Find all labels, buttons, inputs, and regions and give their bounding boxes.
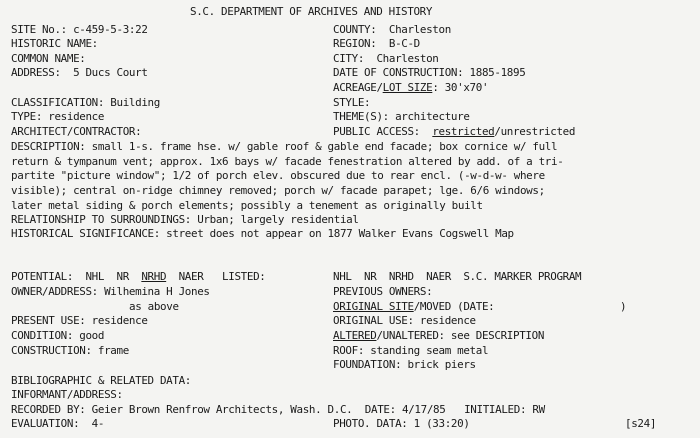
original-site-label: ORIGINAL SITE (333, 300, 414, 313)
moved-date-close: ) (620, 300, 627, 313)
condition: CONDITION: good (11, 329, 105, 342)
altered-unaltered: ALTERED/UNALTERED: see DESCRIPTION (333, 329, 545, 342)
description-line: DESCRIPTION: small 1-s. frame hse. w/ gable roof & gable end facade; box cornice w/ full (11, 140, 558, 153)
bibliographic-data: BIBLIOGRAPHIC & RELATED DATA: (11, 374, 191, 387)
style: STYLE: (333, 96, 371, 109)
roof: ROOF: standing seam metal (333, 344, 489, 357)
informant-address: INFORMANT/ADDRESS: (11, 388, 123, 401)
owner-address: OWNER/ADDRESS: Wilhemina H Jones (11, 285, 210, 298)
county: COUNTY: Charleston (333, 23, 451, 36)
restricted-label: restricted (432, 125, 495, 138)
city: CITY: Charleston (333, 52, 439, 65)
description-line: return & tympanum vent; approx. 1x6 bays w/ facade fenestration altered by add. of a tri- (11, 155, 564, 168)
potential: POTENTIAL: NHL NR NRHD NAER LISTED: (11, 270, 266, 283)
site-number: SITE No.: c-459-5-3:22 (11, 23, 148, 36)
form-header: S.C. DEPARTMENT OF ARCHIVES AND HISTORY (190, 5, 433, 18)
nrhd-label: NRHD (141, 270, 167, 283)
evaluation: EVALUATION: 4- (11, 417, 105, 430)
description-line: later metal siding & porch elements; possibly a tenement as originally built (11, 199, 483, 212)
listed-programs: NHL NR NRHD NAER S.C. MARKER PROGRAM (333, 270, 582, 283)
themes: THEME(S): architecture (333, 110, 470, 123)
public-access: PUBLIC ACCESS: restricted/unrestricted (333, 125, 576, 138)
sheet-reference: [s24] (625, 417, 657, 430)
previous-owners: PREVIOUS OWNERS: (333, 285, 433, 298)
address: ADDRESS: 5 Ducs Court (11, 66, 148, 79)
altered-label: ALTERED (333, 329, 377, 342)
owner-address-continued: as above (129, 300, 179, 313)
relationship-to-surroundings: RELATIONSHIP TO SURROUNDINGS: Urban; largely residential (11, 213, 359, 226)
description-line: visible); central on-ridge chimney removed; porch w/ facade parapet; lge. 6/6 windows; (11, 184, 545, 197)
original-use: ORIGINAL USE: residence (333, 314, 476, 327)
classification: CLASSIFICATION: Building (11, 96, 160, 109)
architect-contractor: ARCHITECT/CONTRACTOR: (11, 125, 142, 138)
foundation: FOUNDATION: brick piers (333, 358, 476, 371)
historic-name: HISTORIC NAME: (11, 37, 98, 50)
historical-significance: HISTORICAL SIGNIFICANCE: street does not appear on 1877 Walker Evans Cogswell Map (11, 227, 514, 240)
region: REGION: B-C-D (333, 37, 420, 50)
present-use: PRESENT USE: residence (11, 314, 148, 327)
date-of-construction: DATE OF CONSTRUCTION: 1885-1895 (333, 66, 526, 79)
common-name: COMMON NAME: (11, 52, 86, 65)
original-site-moved: ORIGINAL SITE/MOVED (DATE: (333, 300, 495, 313)
type: TYPE: residence (11, 110, 105, 123)
photo-data: PHOTO. DATA: 1 (33:20) (333, 417, 470, 430)
acreage-lot-size: ACREAGE/LOT SIZE: 30'x70' (333, 81, 489, 94)
description-line: partite "picture window"; 1/2 of porch elev. obscured due to rear encl. (-w-d-w- where (11, 169, 545, 182)
lot-size-label: LOT SIZE (382, 81, 433, 94)
recorded-by: RECORDED BY: Geier Brown Renfrow Architects, Wash. D.C. DATE: 4/17/85 INITIALED: RW (11, 403, 545, 416)
construction: CONSTRUCTION: frame (11, 344, 129, 357)
